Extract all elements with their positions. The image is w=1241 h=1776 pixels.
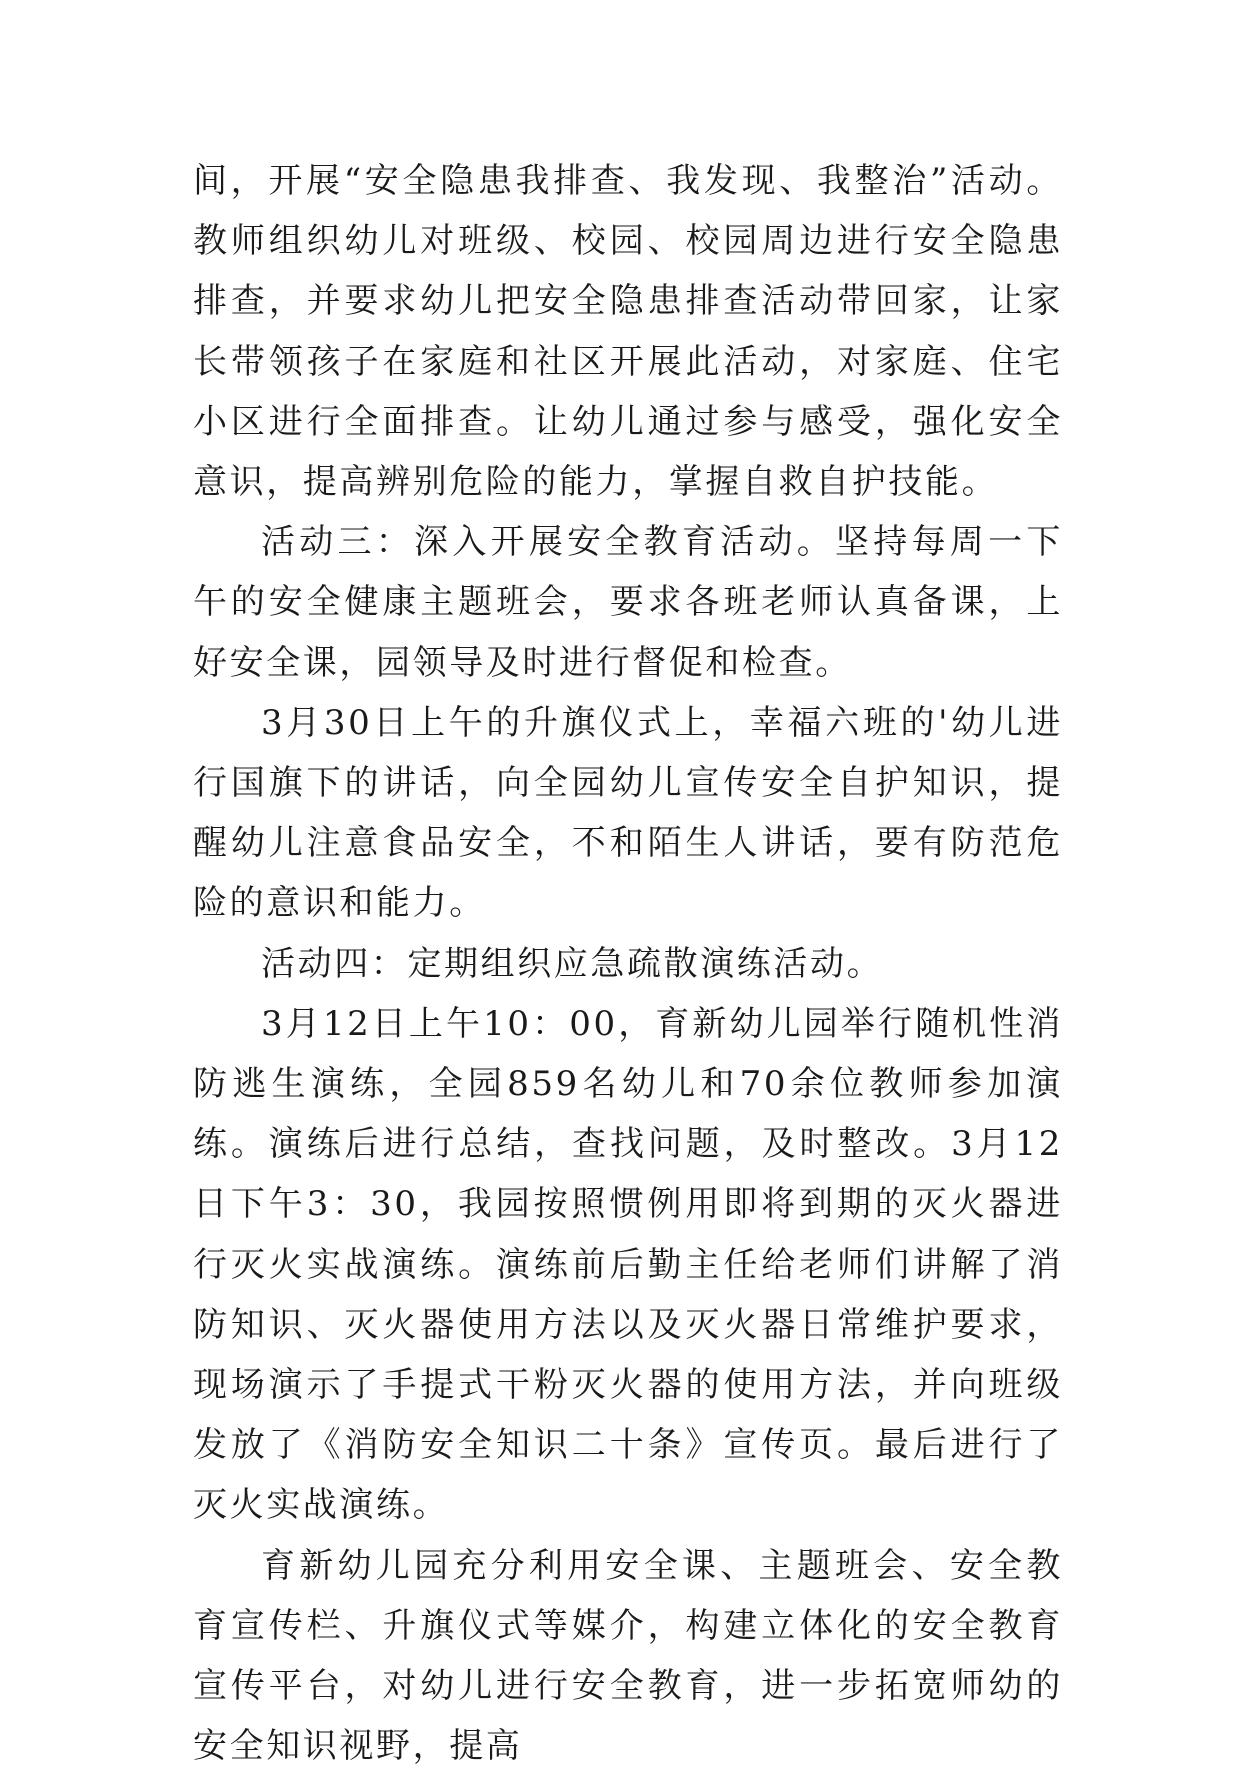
paragraph-fire-drill: 3月12日上午10：00，育新幼儿园举行随机性消防逃生演练，全园859名幼儿和70余位教师参加演练。演练后进行总结，查找问题，及时整改。3月12日下午3：30，我园按照惯例用即将到期的灭火器进行灭火实战演练。演练前后勤主任给老师们讲解了消防知识、灭火器使用方法以及灭火器日常维护要求，现场演示了手提式干粉灭火器的使用方法，并向班级发放了《消防安全知识二十条》宣传页。最后进行了灭火实战演练。: [193, 1003, 1063, 1526]
paragraph-flag-ceremony: 3月30日上午的升旗仪式上，幸福六班的'幼儿进行国旗下的讲话，向全园幼儿宣传安全自护知识，提醒幼儿注意食品安全，不和陌生人讲话，要有防范危险的意识和能力。: [193, 702, 1063, 924]
paragraph-activity-three: 活动三：深入开展安全教育活动。坚持每周一下午的安全健康主题班会，要求各班老师认真备课，上好安全课，园领导及时进行督促和检查。: [193, 522, 1063, 683]
paragraph-continuation: 间，开展“安全隐患我排查、我发现、我整治”活动。教师组织幼儿对班级、校园、校园周边进行安全隐患排查，并要求幼儿把安全隐患排查活动带回家，让家长带领孩子在家庭和社区开展此活动，对家庭、住宅小区进行全面排查。让幼儿通过参与感受，强化安全意识，提高辨别危险的能力，掌握自救自护技能。: [193, 161, 1063, 503]
body-text: [193, 151, 1063, 1776]
paragraph-activity-four: 活动四：定期组织应急疏散演练活动。: [261, 943, 884, 984]
paragraph-summary: 育新幼儿园充分利用安全课、主题班会、安全教育宣传栏、升旗仪式等媒介，构建立体化的安全教育宣传平台，对幼儿进行安全教育，进一步拓宽师幼的安全知识视野，提高: [193, 1545, 1063, 1767]
